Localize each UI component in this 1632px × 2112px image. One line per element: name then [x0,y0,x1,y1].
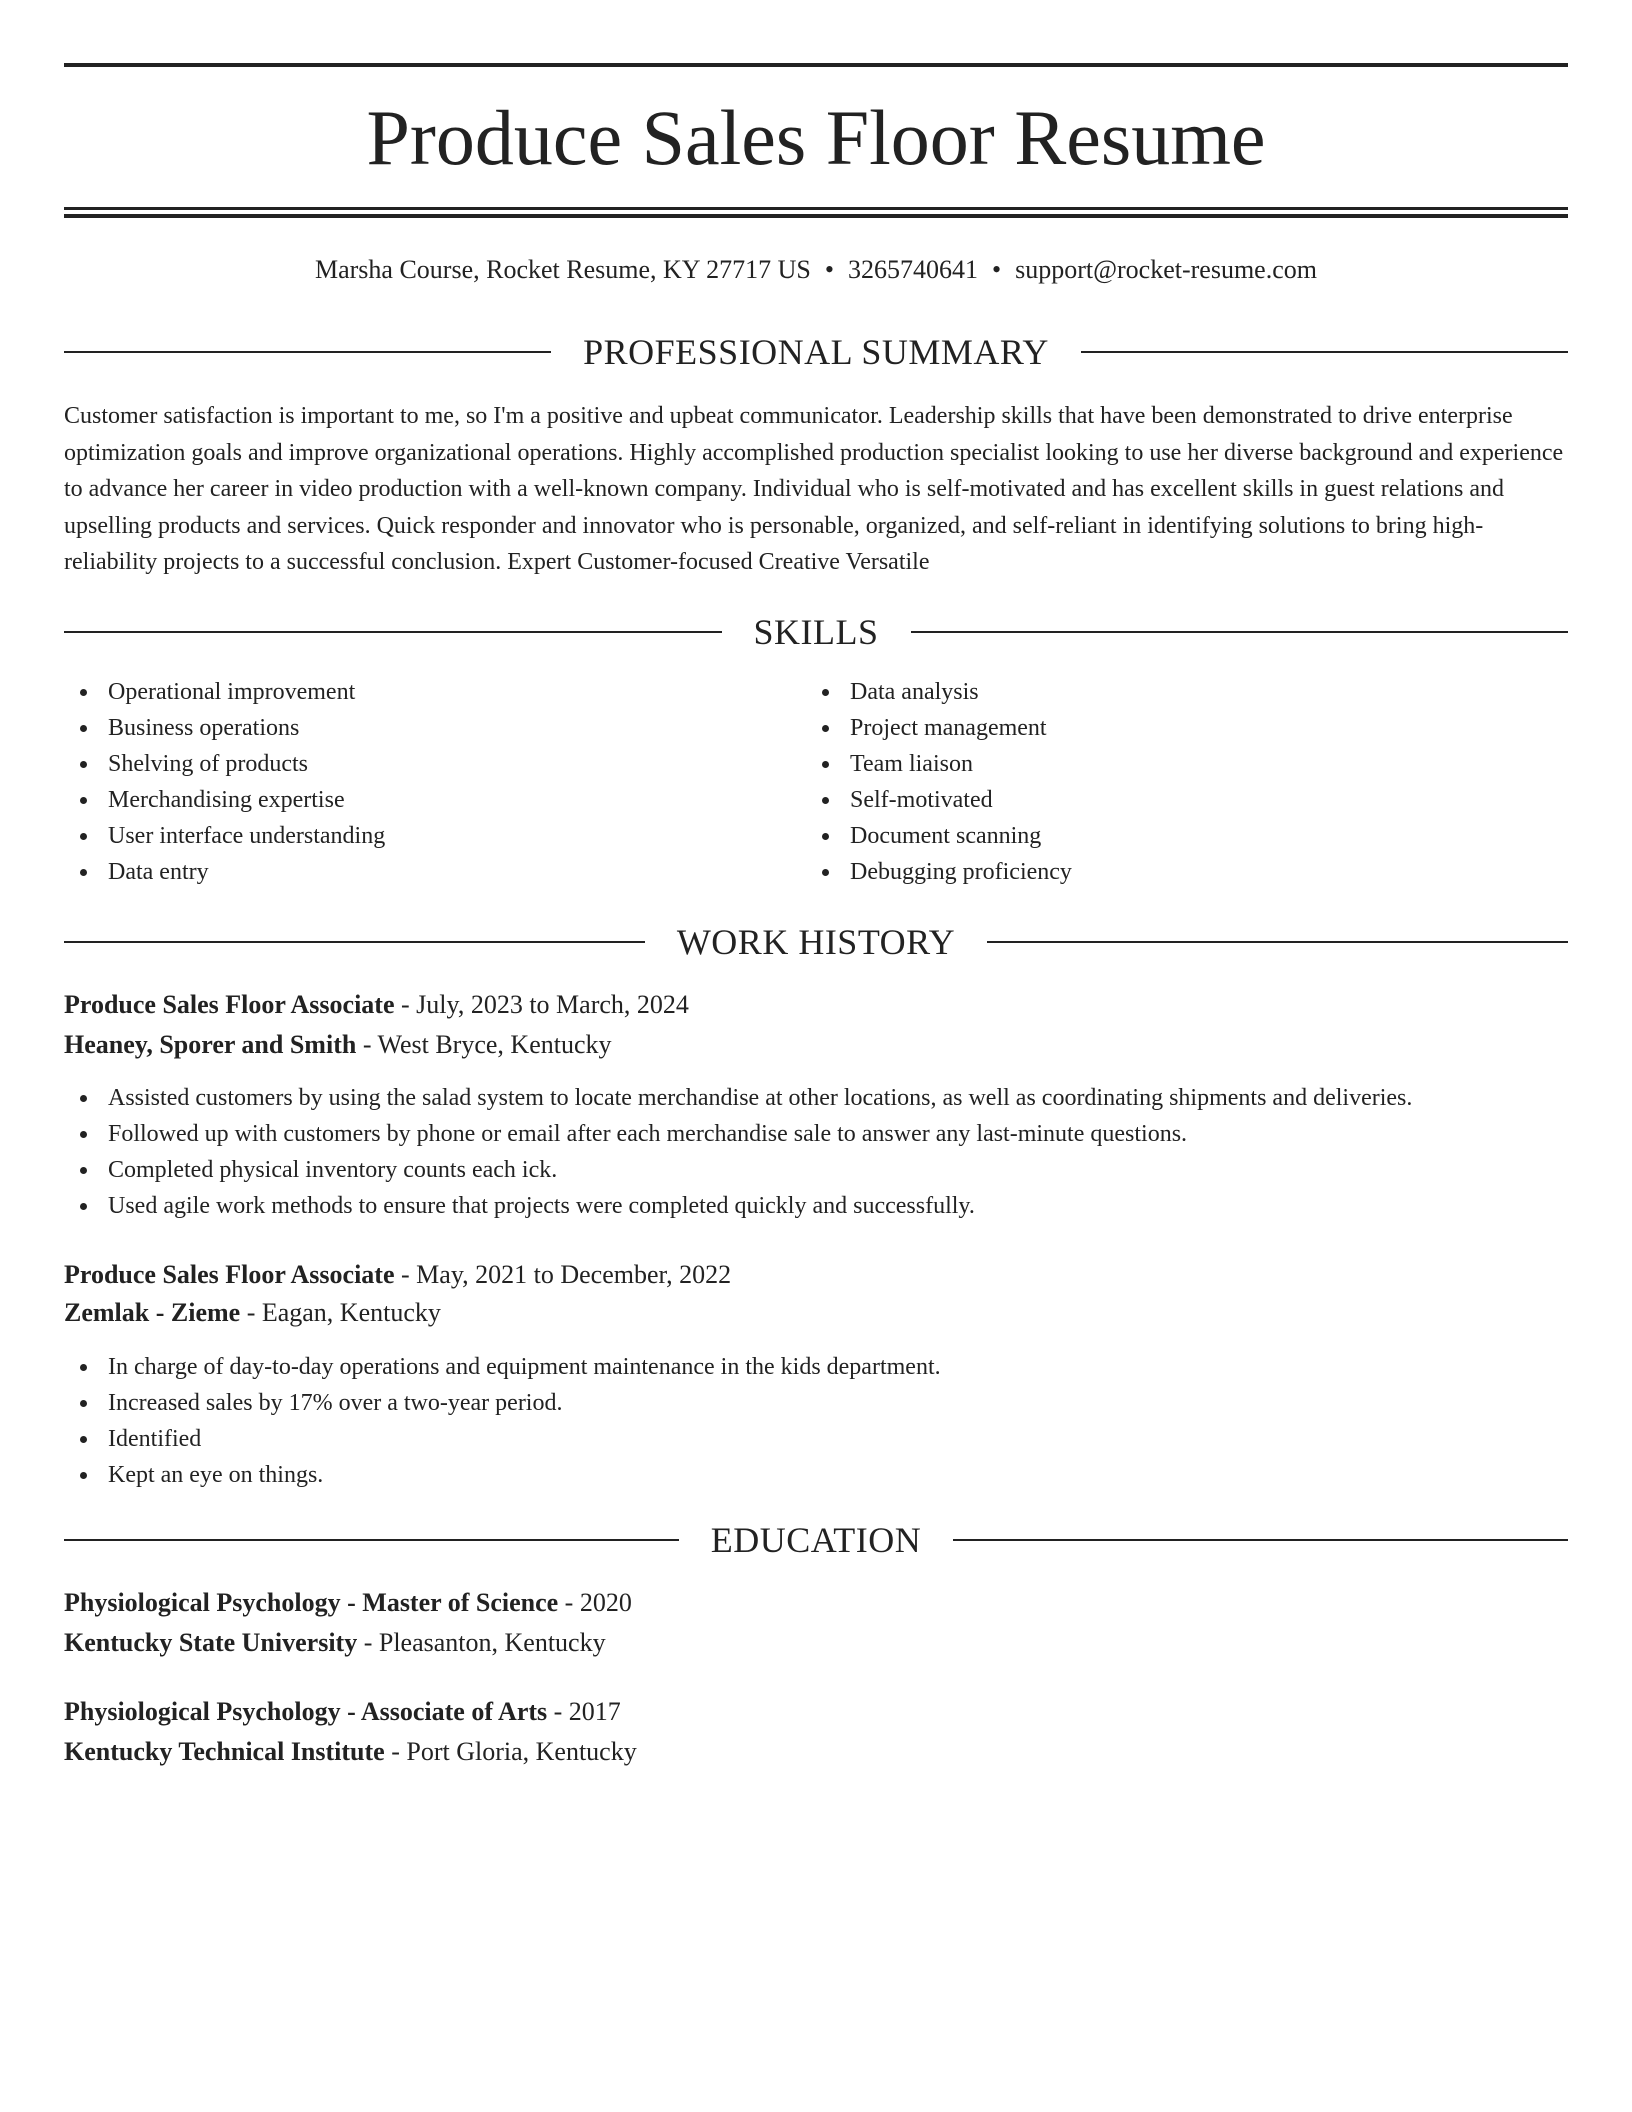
skill-item: Team liaison [806,746,1548,782]
education-heading [64,1516,1568,1564]
skill-item: Project management [806,710,1548,746]
job-company-line [64,1025,1568,1065]
job-dates: - July, 2023 to March, 2024 [394,990,689,1019]
skill-item: User interface understanding [64,818,806,854]
education-year: - 2020 [558,1588,632,1617]
education-school: Kentucky State University [64,1628,358,1657]
skills-list [64,674,1568,890]
contact-phone: 3265740641 [847,255,978,284]
summary-heading-label: PROFESSIONAL SUMMARY [583,332,1049,372]
education-location: - Port Gloria, Kentucky [384,1737,637,1766]
work-heading-label: WORK HISTORY [676,922,956,962]
job-title-line [64,1255,1568,1295]
heading-rule [64,941,645,943]
job-dates: - May, 2021 to December, 2022 [394,1260,732,1289]
heading-rule [1081,351,1568,353]
contact-email: support@rocket-resume.com [1015,255,1317,284]
job-bullet: Identified [64,1421,1568,1457]
contact-separator: • [991,255,1002,284]
job-company: Heaney, Sporer and Smith [64,1030,357,1059]
heading-rule [64,1539,679,1541]
education-degree: Physiological Psychology - Master of Science [64,1588,559,1617]
skill-item: Operational improvement [64,674,806,710]
top-rule [64,63,1568,67]
contact-line [64,252,1568,288]
skill-item: Shelving of products [64,746,806,782]
skills-heading [64,608,1568,656]
heading-rule [911,631,1569,633]
skill-item: Data entry [64,854,806,890]
job-location: - West Bryce, Kentucky [356,1030,612,1059]
skills-column-right [806,674,1548,890]
job-bullets [64,1349,1568,1493]
contact-address: Marsha Course, Rocket Resume, KY 27717 US [314,255,811,284]
job-company-line [64,1293,1568,1333]
job-bullet: Assisted customers by using the salad system to locate merchandise at other locations, as well as coordinating shipments and deliveries. [64,1080,1568,1116]
job-title: Produce Sales Floor Associate [64,990,395,1019]
education-degree-line [64,1583,1568,1623]
education-degree-line [64,1692,1568,1732]
education-school: Kentucky Technical Institute [64,1737,385,1766]
skill-item: Business operations [64,710,806,746]
job-location: - Eagan, Kentucky [240,1298,441,1327]
skill-item: Merchandising expertise [64,782,806,818]
skills-column-left [64,674,806,890]
job-bullet: Kept an eye on things. [64,1457,1568,1493]
job-bullet: Followed up with customers by phone or email after each merchandise sale to answer any last-minute questions. [64,1116,1568,1152]
resume-title: Produce Sales Floor Resume [366,94,1266,181]
job-company: Zemlak - Zieme [64,1298,241,1327]
skills-heading-label: SKILLS [753,612,879,652]
heading-rule [953,1539,1568,1541]
job-bullet: Completed physical inventory counts each ick. [64,1152,1568,1188]
job-title: Produce Sales Floor Associate [64,1260,395,1289]
job-bullet: Used agile work methods to ensure that projects were completed quickly and successfully. [64,1188,1568,1224]
heading-rule [64,631,722,633]
job-bullet: Increased sales by 17% over a two-year period. [64,1385,1568,1421]
education-degree: Physiological Psychology - Associate of Arts [64,1697,548,1726]
education-school-line [64,1623,1568,1663]
job-title-line [64,985,1568,1025]
education-heading-label: EDUCATION [710,1520,922,1560]
heading-rule [64,351,551,353]
education-school-line [64,1732,1568,1772]
job-bullet: In charge of day-to-day operations and equipment maintenance in the kids department. [64,1349,1568,1385]
work-heading [64,918,1568,966]
education-year: - 2017 [547,1697,621,1726]
job-bullets [64,1080,1568,1224]
skill-item: Debugging proficiency [806,854,1548,890]
skill-item: Data analysis [806,674,1548,710]
summary-heading [64,328,1568,376]
skill-item: Document scanning [806,818,1548,854]
contact-separator: • [824,255,834,284]
skill-item: Self-motivated [806,782,1548,818]
title-rule-lower [64,214,1568,218]
summary-text: Customer satisfaction is important to me, so I'm a positive and upbeat communicator. Leadership skills that have been demonstrated to drive enterprise optimization goals and improve organizational operations. Highly accomplished production specialist looking to use her diverse background and experience to advance her career in video production with a well-known company. Individual who is self-motivated and has excellent skills in guest relations and upselling products and services. Quick responder and innovator who is personable, organized, and self-reliant in identifying solutions to bring high-reliability projects to a successful conclusion. Expert Customer-focused Creative Versatile [64,403,1564,575]
education-location: - Pleasanton, Kentucky [357,1628,606,1657]
title-rule-upper [64,207,1568,210]
heading-rule [987,941,1568,943]
